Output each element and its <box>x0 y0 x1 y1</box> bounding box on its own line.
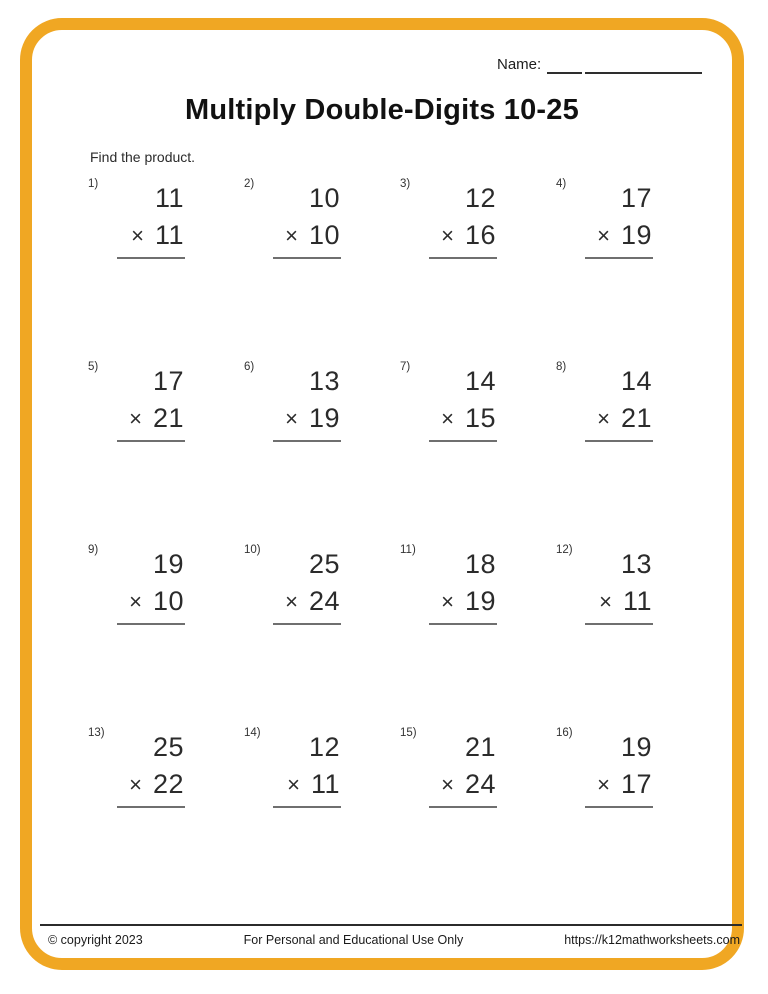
multiply-sign-icon: × <box>597 405 610 431</box>
multiply-sign-icon: × <box>441 405 454 431</box>
multiplicand: 19 <box>152 549 184 579</box>
answer-line <box>273 623 341 625</box>
problem-number: 16) <box>556 727 573 739</box>
multiplier: 19 <box>464 586 496 616</box>
multiplier: 22 <box>152 769 184 799</box>
multiplicand: 25 <box>308 549 340 579</box>
problem-cell <box>400 176 497 264</box>
problem-number: 8) <box>556 361 567 373</box>
answer-line <box>585 440 653 442</box>
problem-cell <box>556 542 653 630</box>
answer-line <box>429 440 497 442</box>
multiplier-row <box>88 588 185 615</box>
multiply-sign-icon: × <box>131 222 144 248</box>
multiplier-row <box>400 771 497 798</box>
multiplier: 24 <box>464 769 496 799</box>
multiply-sign-icon: × <box>129 405 142 431</box>
multiplicand: 18 <box>464 549 496 579</box>
answer-line <box>585 623 653 625</box>
answer-line <box>117 257 185 259</box>
multiplier-row <box>244 771 341 798</box>
multiplicand: 17 <box>152 366 184 396</box>
multiplier: 21 <box>620 403 652 433</box>
multiplicand: 19 <box>620 732 652 762</box>
problem-number: 6) <box>244 361 255 373</box>
problem-cell <box>244 176 341 264</box>
name-field <box>497 56 702 74</box>
multiply-sign-icon: × <box>597 222 610 248</box>
multiplier-row <box>556 405 653 432</box>
multiplier: 15 <box>464 403 496 433</box>
multiplier: 17 <box>620 769 652 799</box>
multiplicand: 12 <box>308 732 340 762</box>
multiplier-row <box>244 405 341 432</box>
multiplier-row <box>400 588 497 615</box>
multiplier: 24 <box>308 586 340 616</box>
multiply-sign-icon: × <box>129 588 142 614</box>
multiplier-row <box>244 588 341 615</box>
multiplier: 10 <box>152 586 184 616</box>
multiply-sign-icon: × <box>287 771 300 797</box>
multiplier-row <box>88 222 185 249</box>
problem-cell <box>244 725 341 813</box>
multiplier: 10 <box>308 220 340 250</box>
problem-number: 7) <box>400 361 411 373</box>
multiplicand: 13 <box>620 549 652 579</box>
footer-usage: For Personal and Educational Use Only <box>243 933 464 947</box>
multiplicand: 13 <box>308 366 340 396</box>
answer-line <box>585 257 653 259</box>
answer-line <box>429 257 497 259</box>
problem-cell <box>556 725 653 813</box>
problem-cell <box>88 359 185 447</box>
footer-divider <box>40 924 742 926</box>
answer-line <box>117 806 185 808</box>
problem-cell <box>400 542 497 630</box>
answer-line <box>273 806 341 808</box>
problem-number: 15) <box>400 727 417 739</box>
problems-grid <box>88 176 653 813</box>
multiply-sign-icon: × <box>285 588 298 614</box>
footer-url: https://k12mathworksheets.com <box>564 933 740 947</box>
multiplier-row <box>400 222 497 249</box>
problem-number: 11) <box>400 544 416 556</box>
multiplier-row <box>556 771 653 798</box>
multiply-sign-icon: × <box>441 588 454 614</box>
name-blank-line <box>547 57 582 74</box>
multiply-sign-icon: × <box>597 771 610 797</box>
problem-number: 13) <box>88 727 105 739</box>
multiplier-row <box>244 222 341 249</box>
footer <box>48 933 740 947</box>
answer-line <box>117 623 185 625</box>
problem-number: 1) <box>88 178 99 190</box>
multiplier-row <box>556 222 653 249</box>
problem-number: 5) <box>88 361 99 373</box>
problem-number: 10) <box>244 544 261 556</box>
problem-number: 12) <box>556 544 573 556</box>
problem-cell <box>88 725 185 813</box>
multiplicand: 12 <box>464 183 496 213</box>
problem-cell <box>556 176 653 264</box>
multiplier: 21 <box>152 403 184 433</box>
answer-line <box>117 440 185 442</box>
multiply-sign-icon: × <box>441 222 454 248</box>
answer-line <box>429 623 497 625</box>
multiply-sign-icon: × <box>441 771 454 797</box>
multiplier-row <box>88 771 185 798</box>
multiplicand: 10 <box>308 183 340 213</box>
worksheet-title: Multiply Double-Digits 10-25 <box>185 94 579 126</box>
instruction-text: Find the product. <box>90 149 196 165</box>
multiply-sign-icon: × <box>285 222 298 248</box>
problem-number: 4) <box>556 178 567 190</box>
problem-cell <box>88 176 185 264</box>
multiplier: 19 <box>620 220 652 250</box>
multiplicand: 11 <box>154 183 184 213</box>
multiplier: 19 <box>308 403 340 433</box>
multiplier-row <box>556 588 653 615</box>
problem-cell <box>244 359 341 447</box>
multiplier: 11 <box>310 769 340 799</box>
multiplier: 11 <box>622 586 652 616</box>
problem-cell <box>556 359 653 447</box>
problem-cell <box>400 725 497 813</box>
footer-copyright: © copyright 2023 <box>48 933 143 947</box>
name-label: Name: <box>497 56 542 73</box>
problem-cell <box>244 542 341 630</box>
multiplier-row <box>400 405 497 432</box>
multiplicand: 21 <box>464 732 496 762</box>
name-blank-line <box>585 57 702 74</box>
multiplier: 16 <box>464 220 496 250</box>
answer-line <box>585 806 653 808</box>
multiply-sign-icon: × <box>285 405 298 431</box>
answer-line <box>273 440 341 442</box>
multiplicand: 14 <box>464 366 496 396</box>
answer-line <box>273 257 341 259</box>
answer-line <box>429 806 497 808</box>
multiplier-row <box>88 405 185 432</box>
multiplicand: 25 <box>152 732 184 762</box>
multiply-sign-icon: × <box>599 588 612 614</box>
problem-number: 14) <box>244 727 261 739</box>
problem-number: 3) <box>400 178 411 190</box>
multiplier: 11 <box>154 220 184 250</box>
problem-number: 9) <box>88 544 99 556</box>
problem-number: 2) <box>244 178 255 190</box>
problem-cell <box>400 359 497 447</box>
multiplicand: 14 <box>620 366 652 396</box>
problem-cell <box>88 542 185 630</box>
multiplicand: 17 <box>620 183 652 213</box>
multiply-sign-icon: × <box>129 771 142 797</box>
